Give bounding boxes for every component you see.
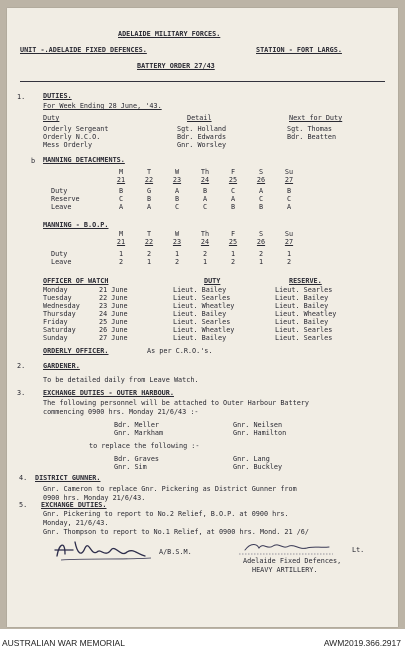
watch-duty: Lieut. Wheatley <box>173 302 235 310</box>
exchange-line-2: commencing 0900 hrs. Monday 21/6/43 :- <box>43 408 199 416</box>
district-line-1: Gnr. Cameron to replace Gnr. Pickering as District Gunner from <box>43 485 297 493</box>
watch-duty: Lieut. Bailey <box>173 310 227 318</box>
document-title: ADELAIDE MILITARY FORCES. <box>118 30 221 38</box>
watch-date: 22 June <box>99 294 128 302</box>
officer-branch-line: HEAVY ARTILLERY. <box>252 566 318 574</box>
table-cell: B <box>118 187 124 195</box>
table-cell: 2 <box>202 250 208 258</box>
watch-day: Monday <box>43 286 68 294</box>
table-row <box>51 187 303 195</box>
watch-date: 24 June <box>99 310 128 318</box>
table-cell: C <box>230 187 236 195</box>
section-number-4: 4. <box>19 474 28 482</box>
exchange-duties-heading: EXCHANGE DUTIES. <box>41 501 107 509</box>
replace-text: to replace the following :- <box>89 442 200 450</box>
day-cell: M <box>118 230 124 238</box>
exchange2-line-2: Monday, 21/6/43. <box>43 519 109 527</box>
station-line: STATION - FORT LARGS. <box>256 46 342 54</box>
unit-line: UNIT -.ADELAIDE FIXED DEFENCES. <box>20 46 147 54</box>
duty-name: Orderly N.C.O. <box>43 133 101 141</box>
date-row <box>51 238 303 246</box>
table-row <box>51 195 303 203</box>
table-row <box>51 258 303 266</box>
table-cell: 2 <box>258 250 264 258</box>
officer-watch-table <box>43 286 375 342</box>
date-row <box>51 176 303 184</box>
footer-credit: AUSTRALIAN WAR MEMORIAL <box>2 638 125 648</box>
day-cell: F <box>230 168 236 176</box>
table-cell: B <box>202 187 208 195</box>
footer-accession: AWM2019.366.2917 <box>323 638 401 648</box>
duty-next: Sgt. Thomas <box>287 125 333 133</box>
table-cell: 2 <box>286 258 292 266</box>
section-number-2: 2. <box>17 362 26 370</box>
table-cell: 2 <box>118 258 124 266</box>
row-label: Duty <box>51 187 68 195</box>
exchange2-line-1: Gnr. Pickering to report to No.2 Relief, B.O.P. at 0900 hrs. <box>43 510 289 518</box>
replaced-name: Bdr. Graves <box>114 455 160 463</box>
bsm-role: A/B.S.M. <box>159 548 192 556</box>
table-row <box>43 286 375 294</box>
watch-day: Friday <box>43 318 68 326</box>
date-cell: 26 <box>256 238 266 246</box>
table-cell: 2 <box>174 258 180 266</box>
watch-day: Thursday <box>43 310 76 318</box>
table-cell: B <box>258 203 264 211</box>
section-number-3: 3. <box>17 389 26 397</box>
table-cell: 2 <box>230 258 236 266</box>
duty-name: Orderly Sergeant <box>43 125 109 133</box>
officer-watch-header: OFFICER OF WATCH <box>43 277 109 285</box>
orderly-officer-label: ORDERLY OFFICER. <box>43 347 109 355</box>
table-row <box>51 250 303 258</box>
table-cell: 2 <box>146 250 152 258</box>
table-row <box>43 294 375 302</box>
date-cell: 27 <box>284 176 294 184</box>
table-cell: C <box>118 195 124 203</box>
table-cell: 1 <box>202 258 208 266</box>
date-cell: 22 <box>144 176 154 184</box>
watch-date: 26 June <box>99 326 128 334</box>
watch-reserve: Lieut. Wheatley <box>275 310 337 318</box>
table-cell: C <box>202 203 208 211</box>
duty-next: Bdr. Beatten <box>287 133 337 141</box>
detail-col-header: Detail <box>187 114 212 122</box>
subsection-marker: b <box>31 157 36 165</box>
table-cell: G <box>146 187 152 195</box>
date-cell: 25 <box>228 176 238 184</box>
gardener-text: To be detailed daily from Leave Watch. <box>43 376 199 384</box>
header-rule <box>20 81 385 82</box>
replaced-name: Gnr. Buckley <box>233 463 283 471</box>
date-cell: 23 <box>172 238 182 246</box>
date-cell: 26 <box>256 176 266 184</box>
watch-duty: Lieut. Bailey <box>173 286 227 294</box>
day-cell: S <box>258 230 264 238</box>
duties-heading: DUTIES. <box>43 92 72 100</box>
table-row <box>43 302 375 310</box>
table-row <box>43 326 375 334</box>
watch-day: Tuesday <box>43 294 72 302</box>
table-cell: C <box>286 195 292 203</box>
exchange-heading: EXCHANGE DUTIES - OUTER HARBOUR. <box>43 389 174 397</box>
watch-duty: Lieut. Searles <box>173 318 231 326</box>
table-row <box>43 310 375 318</box>
watch-day: Saturday <box>43 326 76 334</box>
watch-date: 23 June <box>99 302 128 310</box>
table-cell: A <box>230 195 236 203</box>
week-ending: For Week Ending 28 June, '43. <box>43 102 162 110</box>
table-cell: A <box>286 203 292 211</box>
day-cell: Th <box>200 230 210 238</box>
day-cell: Su <box>284 230 294 238</box>
table-row <box>43 318 375 326</box>
officer-rank: Lt. <box>352 546 365 554</box>
watch-duty-header: DUTY <box>204 277 221 285</box>
section-number-5: 5. <box>19 501 28 509</box>
watch-reserve: Lieut. Searles <box>275 286 333 294</box>
day-cell: Su <box>284 168 294 176</box>
table-cell: A <box>174 187 180 195</box>
day-cell: Th <box>200 168 210 176</box>
table-cell: 1 <box>258 258 264 266</box>
duty-name: Mess Orderly <box>43 141 93 149</box>
day-cell: S <box>258 168 264 176</box>
table-cell: 1 <box>174 250 180 258</box>
table-cell: C <box>258 195 264 203</box>
table-row <box>51 203 303 211</box>
day-cell: T <box>146 168 152 176</box>
watch-day: Wednesday <box>43 302 80 310</box>
manning-bop-heading: MANNING - B.O.P. <box>43 221 109 229</box>
manning-detachments-heading: MANNING DETACHMENTS. <box>43 156 125 164</box>
duty-detail: Bdr. Edwards <box>177 133 227 141</box>
table-cell: A <box>146 203 152 211</box>
date-cell: 24 <box>200 176 210 184</box>
row-label: Duty <box>51 250 68 258</box>
watch-reserve: Lieut. Searles <box>275 326 333 334</box>
date-cell: 22 <box>144 238 154 246</box>
day-cell: T <box>146 230 152 238</box>
table-cell: B <box>286 187 292 195</box>
date-cell: 24 <box>200 238 210 246</box>
next-col-header: Next for Duty <box>289 114 343 122</box>
watch-date: 21 June <box>99 286 128 294</box>
table-cell: 1 <box>118 250 124 258</box>
attached-name: Gnr. Markham <box>114 429 164 437</box>
watch-reserve: Lieut. Bailey <box>275 302 329 310</box>
attached-name: Gnr. Hamilton <box>233 429 287 437</box>
table-cell: 1 <box>146 258 152 266</box>
row-label: Leave <box>51 258 72 266</box>
exchange2-line-3: Gnr. Thompson to report to No.1 Relief, at 0900 hrs. Mond. 21 /6/ <box>43 528 309 536</box>
watch-date: 27 June <box>99 334 128 342</box>
table-cell: A <box>118 203 124 211</box>
watch-duty: Lieut. Bailey <box>173 334 227 342</box>
duty-detail: Gnr. Worsley <box>177 141 227 149</box>
table-cell: B <box>146 195 152 203</box>
watch-date: 25 June <box>99 318 128 326</box>
table-cell: B <box>174 195 180 203</box>
table-cell: A <box>202 195 208 203</box>
table-cell: A <box>258 187 264 195</box>
date-cell: 25 <box>228 238 238 246</box>
date-cell: 23 <box>172 176 182 184</box>
row-label: Reserve <box>51 195 80 203</box>
manning-bop-table <box>51 230 303 266</box>
orderly-officer-text: As per C.R.O.'s. <box>147 347 213 355</box>
watch-duty: Lieut. Searles <box>173 294 231 302</box>
date-cell: 21 <box>116 176 126 184</box>
watch-reserve: Lieut. Bailey <box>275 294 329 302</box>
document-page <box>7 8 398 627</box>
table-cell: B <box>230 203 236 211</box>
section-number-1: 1. <box>17 93 26 101</box>
date-cell: 21 <box>116 238 126 246</box>
order-number: BATTERY ORDER 27/43 <box>137 62 215 70</box>
watch-reserve: Lieut. Searles <box>275 334 333 342</box>
table-cell: C <box>174 203 180 211</box>
officer-signature <box>237 536 337 558</box>
duty-detail: Sgt. Holland <box>177 125 227 133</box>
officer-unit-line: Adelaide Fixed Defences, <box>243 557 342 565</box>
manning-detachments-table <box>51 168 303 211</box>
district-gunner-heading: DISTRICT GUNNER. <box>35 474 101 482</box>
watch-reserve-header: RESERVE. <box>289 277 322 285</box>
day-cell: M <box>118 168 124 176</box>
watch-day: Sunday <box>43 334 68 342</box>
row-label: Leave <box>51 203 72 211</box>
watch-duty: Lieut. Wheatley <box>173 326 235 334</box>
day-cell: W <box>174 168 180 176</box>
day-row <box>51 168 303 176</box>
watch-reserve: Lieut. Bailey <box>275 318 329 326</box>
date-cell: 27 <box>284 238 294 246</box>
replaced-name: Gnr. Sim <box>114 463 147 471</box>
bsm-signature <box>51 536 161 564</box>
day-cell: W <box>174 230 180 238</box>
attached-name: Bdr. Meller <box>114 421 160 429</box>
day-row <box>51 230 303 238</box>
table-row <box>43 334 375 342</box>
duty-col-header: Duty <box>43 114 60 122</box>
table-cell: 1 <box>230 250 236 258</box>
replaced-name: Gnr. Lang <box>233 455 270 463</box>
day-cell: F <box>230 230 236 238</box>
gardener-heading: GARDENER. <box>43 362 80 370</box>
table-cell: 1 <box>286 250 292 258</box>
exchange-line-1: The following personnel will be attached to Outer Harbour Battery <box>43 399 309 407</box>
attached-name: Gnr. Neilsen <box>233 421 283 429</box>
district-line-2: 0900 hrs. Monday 21/6/43. <box>43 494 146 502</box>
